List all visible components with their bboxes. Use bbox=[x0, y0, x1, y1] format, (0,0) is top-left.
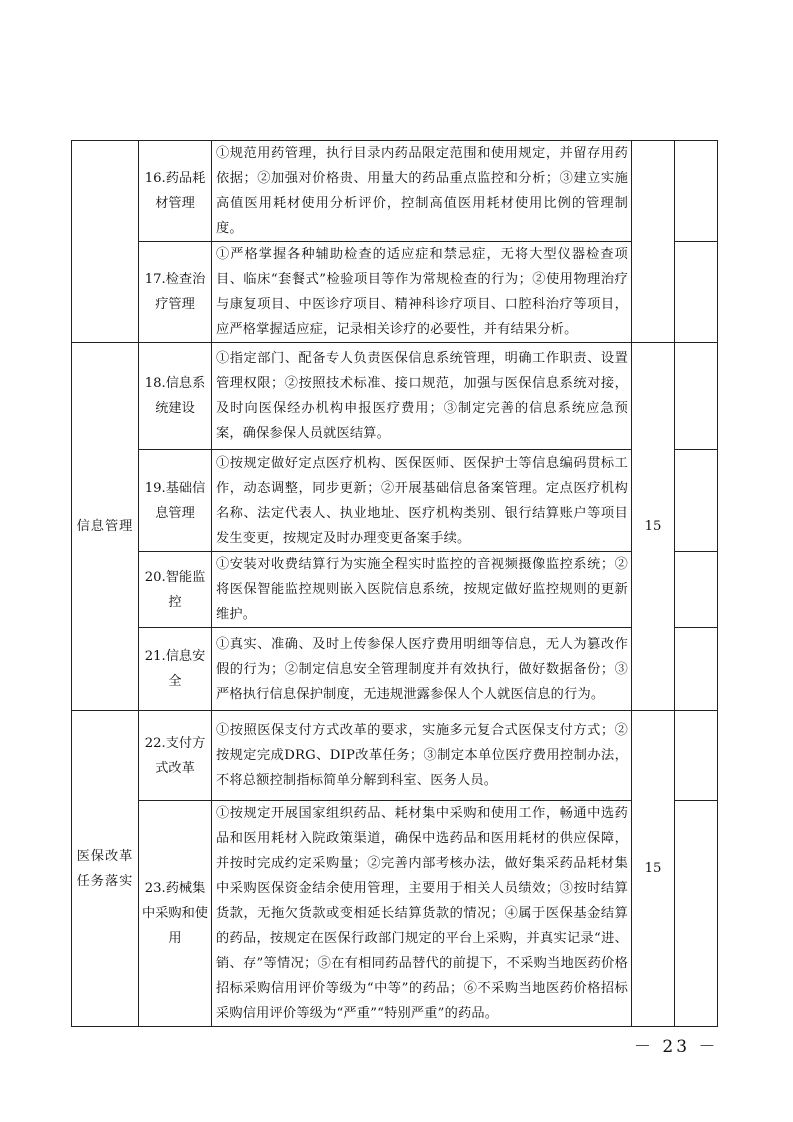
item-description: ①真实、准确、及时上传参保人医疗费用明细等信息，无人为篡改作假的行为；②制定信息安全管理制度并有效执行，做好数据备份；③严格执行信息保护制度，无违规泄露参保人个人就医信息的行为。 bbox=[212, 628, 632, 711]
table-row bbox=[72, 343, 718, 450]
item-description: ①按规定开展国家组织药品、耗材集中采购和使用工作，畅通中选药品和医用耗材入院政策渠道，确保中选药品和医用耗材的供应保障，并按时完成约定采购量；②完善内部考核办法，做好集采药品耗材集中采购医保资金结余使用管理，主要用于相关人员绩效；③按时结算货款，无拖欠货款或变相延长结算货款的情况；④属于医保基金结算的药品，按规定在医保行政部门规定的平台上采购，并真实记录“进、销、存”等情况；⑤在有相同药品替代的前提下，不采购当地医药价格招标采购信用评价等级为“中等”的药品；⑥不采购当地医药价格招标采购信用评价等级为“严重”“特别严重”的药品。 bbox=[212, 801, 632, 1027]
item-name: 17.检查治疗管理 bbox=[139, 242, 212, 343]
blank-cell bbox=[675, 628, 718, 711]
score-reform: 15 bbox=[632, 711, 675, 1027]
item-description: ①安装对收费结算行为实施全程实时监控的音视频摄像监控系统；②将医保智能监控规则嵌入医院信息系统，按规定做好监控规则的更新维护。 bbox=[212, 552, 632, 628]
item-description: ①按照医保支付方式改革的要求，实施多元复合式医保支付方式；②按规定完成DRG、DIP改革任务；③制定本单位医疗费用控制办法，不将总额控制指标简单分解到科室、医务人员。 bbox=[212, 711, 632, 801]
item-name: 21.信息安全 bbox=[139, 628, 212, 711]
table-row bbox=[72, 628, 718, 711]
blank-cell bbox=[675, 450, 718, 552]
blank-cell bbox=[675, 801, 718, 1027]
blank-cell bbox=[675, 141, 718, 242]
table-row bbox=[72, 242, 718, 343]
item-description: ①指定部门、配备专人负责医保信息系统管理，明确工作职责、设置管理权限；②按照技术标准、接口规范，加强与医保信息系统对接，及时向医保经办机构申报医疗费用；③制定完善的信息系统应急预案，确保参保人员就医结算。 bbox=[212, 343, 632, 450]
table-row bbox=[72, 552, 718, 628]
category-cell-continued bbox=[72, 141, 139, 343]
score-info: 15 bbox=[632, 343, 675, 711]
category-info: 信息管理 bbox=[72, 343, 139, 711]
table-row bbox=[72, 450, 718, 552]
item-name: 19.基础信息管理 bbox=[139, 450, 212, 552]
table-row bbox=[72, 141, 718, 242]
item-description: ①严格掌握各种辅助检查的适应症和禁忌症，无将大型仪器检查项目、临床“套餐式”检验项目等作为常规检查的行为；②使用物理治疗与康复项目、中医诊疗项目、精神科诊疗项目、口腔科治疗等项目，应严格掌握适应症，记录相关诊疗的必要性，并有结果分析。 bbox=[212, 242, 632, 343]
item-name: 22.支付方式改革 bbox=[139, 711, 212, 801]
blank-cell bbox=[675, 343, 718, 450]
item-name: 16.药品耗材管理 bbox=[139, 141, 212, 242]
item-name: 20.智能监控 bbox=[139, 552, 212, 628]
item-description: ①按规定做好定点医疗机构、医保医师、医保护士等信息编码贯标工作，动态调整，同步更新；②开展基础信息备案管理。定点医疗机构名称、法定代表人、执业地址、医疗机构类别、银行结算账户等项目发生变更，按规定及时办理变更备案手续。 bbox=[212, 450, 632, 552]
category-reform: 医保改革任务落实 bbox=[72, 711, 139, 1027]
item-name: 18.信息系统建设 bbox=[139, 343, 212, 450]
page-number: － 23 － bbox=[634, 1037, 719, 1057]
score-cell-continued bbox=[632, 141, 675, 343]
assessment-table bbox=[71, 140, 718, 1027]
table-row bbox=[72, 801, 718, 1027]
blank-cell bbox=[675, 711, 718, 801]
item-name: 23.药械集中采购和使用 bbox=[139, 801, 212, 1027]
item-description: ①规范用药管理，执行目录内药品限定范围和使用规定，并留存用药依据；②加强对价格贵、用量大的药品重点监控和分析；③建立实施高值医用耗材使用分析评价，控制高值医用耗材使用比例的管理制度。 bbox=[212, 141, 632, 242]
blank-cell bbox=[675, 552, 718, 628]
table-row bbox=[72, 711, 718, 801]
blank-cell bbox=[675, 242, 718, 343]
